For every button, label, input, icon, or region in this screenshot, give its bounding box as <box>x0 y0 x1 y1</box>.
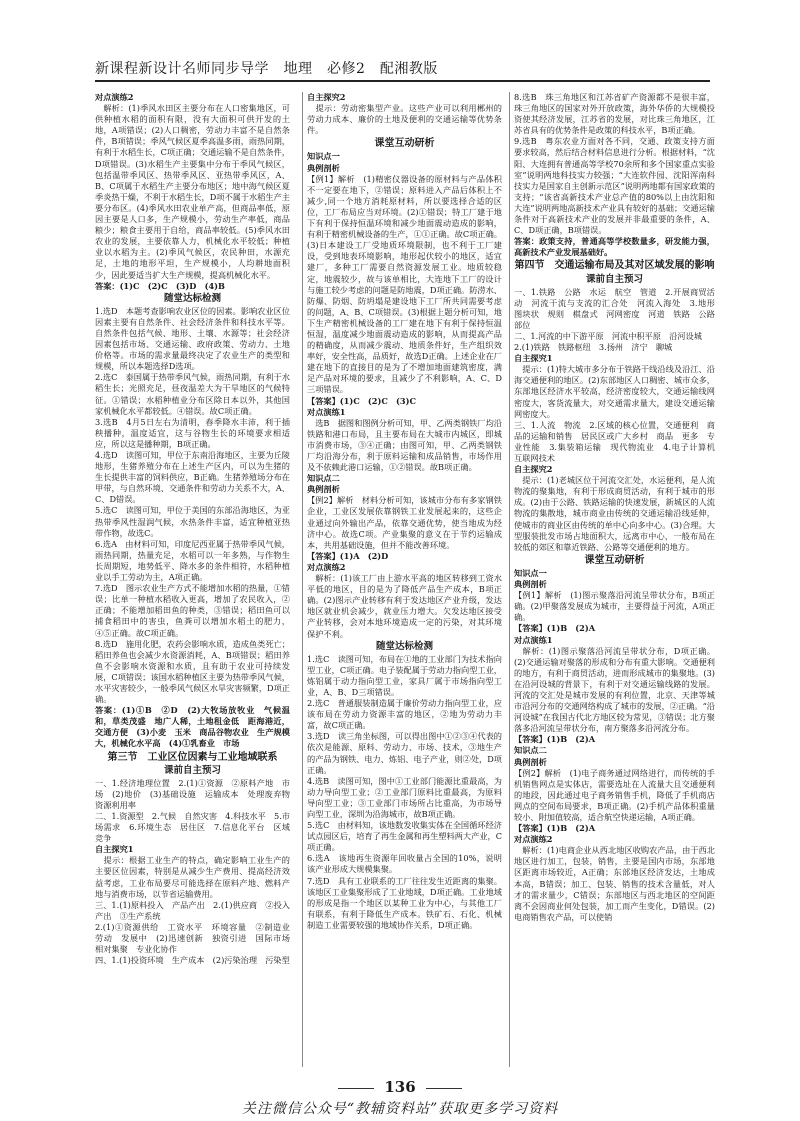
item-label: 【答案】(1)A (2)D <box>307 550 389 561</box>
item-label: 【答案】(1)B (2)A <box>514 823 596 834</box>
item-label: 知识点一 <box>307 151 340 162</box>
paragraph: 1.选D 本题考查影响农业区位的因素。影响农业区位因素主要有自然条件、社会经济条件和科技水平等。自然条件包括气候、地形、土壤、水源等；社会经济因素包括市场、交通运输、政府政策、劳动力、土地价格等。市场的需求量最终决定了农业生产的类型和规模，所以本题选择D选项。 <box>95 305 290 372</box>
item-label: 自主探究1 <box>514 353 553 364</box>
item-label: 知识点二 <box>307 473 340 484</box>
paragraph: 四、1.(1)投资环境 生产成本 (2)污染治理 污染型 <box>95 955 290 966</box>
paragraph: 一、1.铁路 公路 水运 航空 管道 2.开展商贸活动 河流干流与支流的汇合处 河流入海处 3.地形 图块状 规则 棋盘式 河网密度 河道 铁路 公路 部位 <box>514 286 724 330</box>
paragraph: 5.选C 由材料知，该地数发收集实体在全国循环经济试点园区后，培育了再生金属和再生塑料两大产业，C项正确。 <box>307 820 502 853</box>
item-label: 自主探究1 <box>95 844 134 855</box>
item-label: 典例剖析 <box>307 162 340 173</box>
paragraph: 2.选C 普通服装制造属于廉价劳动力指向型工业，应该布局在劳动力资源丰富的地区，②地为劳动力丰富，故C项正确。 <box>307 698 502 731</box>
column-right <box>509 92 724 1067</box>
item-label: 【答案】(1)B (2)A <box>514 734 596 745</box>
item-label: 对点演练2 <box>514 834 553 845</box>
paragraph: 8.选B 珠三角地区和江苏省矿产资源都不是很丰富，珠三角地区的国家对外开放政策，海外华侨的大规模投资使其经济发展，江苏省的发展，对比珠三角地区，江苏省具有的优势条件是政策的科技水平，B项正确。 <box>514 92 715 136</box>
paragraph: 一、1.经济地理位置 2.(1)①资源 ②原料产地 市场 (2)地价 (3)基础设施 运输成本 处理废弃物 资源利用率 <box>95 777 299 810</box>
paragraph: 6.选A 该地再生资源年回收量占全国的10%，说明该产业形成大规模集聚。 <box>307 853 502 875</box>
item-label: 对点演练1 <box>307 406 346 417</box>
item-label: 答案：政策支持，普通高等学校数量多，研发能力强，高新技术产业发展基础好。 <box>514 236 715 258</box>
paragraph: 2.(1)①资源供给 工资水平 环境容量 ②制造业 劳动 发展中 (2)迅速创新 独资引进 国际市场 相对集聚 专业化协作 <box>95 921 299 955</box>
paragraph: 4.选B 读图可知，图中①工业部门能源比重最高，为动力导向型工业；②工业部门原料比重最高，为原料导向型工业；③工业部门市场所占比重高，为市场导向型工业，深圳为沿海城市，故B项正确。 <box>307 775 502 819</box>
paragraph: 9.选B 粤东农业方面对各不同，交通、政策支持方面要求较高，然后结合材料信息进行分析。根据材料，“沈阳、大连拥有普通高等学校70余所和多个国家重点实验室”说明两地科技实力较强；“大连软件园、沈阳浑南科技实力是国家自主创新示范区”说明两地都有国家政策的支持；“该省高新技术产业总产值的80%以上由沈阳和大连”说明两地高新技术产业具有较好的基础；交通运输条件对于高新技术产业的发展并非最重要的条件，A、C、D项正确，B项错误。 <box>514 136 715 236</box>
paragraph: 提示：(1)老城区位于河流交汇处，水运便利，是人流物流的聚集地，有利于形成商贸活动，有利于城市的形成。(2)由于公路、铁路运输的快速发展，新城区的人流物流的集散地，城市商业由传统的交通运输沿线延伸，使城市的商业区由传统的单中心向多中心。(3)合理。大型服装批发市场占地面积大，远离市中心，一般布局在较低的郊区和靠近铁路、公路等交通便利的地方。 <box>514 475 715 552</box>
item-label: 对点演练2 <box>95 92 134 102</box>
item-label: 答案：(1)C (2)C (3)D (4)B <box>95 280 225 291</box>
section-heading: 课前自主预习 <box>163 764 221 776</box>
paragraph: 【例1】解析 (1)精密仪器设备的原材料与产品体积不一定要在地下，②错误；原料进入产品后体积上不减少,同一个地方消耗原材料，所以要选择合适的区位，工厂布局应当对环境。(2)①错误；特工厂建于地下有利于保持恒温环境和减少地面震动造成的影响，有利于精密机械设备的生产，①①正确。故C项正确。(3)日本建设工厂受地质环境限制，也不利于工厂建设，受到地表环境影响，地形起伏较小的地区，适宜建厂，多种工厂需要自然资源发展工业。地质较稳定，地震较少，故与该单相比，大连地下工厂的设计与施工较少考虑的问题是防地震，D项正确。防涝水、防爆、防烟、防坍塌是建设地下工厂所共同需要考虑的问题，A、B、C项错误。(3)根据上题分析可知，地下生产精密机械设备的工厂建在地下有利于保持恒温恒湿，温度减少地面震动造成的影响，从而提高产品的精确度，从而减少震动、地质条件好，生产组织效率好，安全性高，品质好，故选D正确。上述企业在厂建在地下的直接目的是为了不增加地面建筑密度，满足产品对环境的要求，且减少了不利影响，A、C、D三项错误。 <box>307 173 502 395</box>
paragraph: 2.选C 泰国属于热带季风气候，雨热同期，有利于水稻生长；光照充足，昼夜温差大为干旱地区的气候特征。①错误；水稻种植业分布区除日本以外，其他国家机械化水平都较低。④错误。故C项正确。 <box>95 372 290 416</box>
paragraph: 【例2】解析 材料分析可知，该城市分布有多家钢铁企业，工业区发展依靠钢铁工业发展起来的，这些企业通过向外输出产品，依靠交通优势，使当地成为经济中心。故选C项。产业集聚的意义在于节约运输成本，共用基础设施，但并不能改善环境。 <box>307 495 502 550</box>
paragraph: 三、1.人流 物流 2.区域的核心位置，交通便利 商品的运输和销售 居民区或广大乡村 商品 更多 专业性能 3.集装箱运输 现代物流业 4.电子计算机 互联网技术 <box>514 419 724 463</box>
item-label: 自主探究2 <box>307 92 346 102</box>
paragraph: 解析：(1)该工厂由上游水平高的地区转移到工资水平低的地区，目的是为了降低产品生产成本，B项正确。(2)图示产业转移有利于发达地区产业升级，发达地区就业机会减少，就业压力增大。欠发达地区接受产业转移，会对本地环境造成一定的污染，对其环境保护不利。 <box>307 573 502 639</box>
item-label: 【答案】(1)B (2)A <box>514 623 596 634</box>
item-label: 典例剖析 <box>514 579 547 590</box>
section-heading: 第四节 交通运输布局及其对区域发展的影响 <box>514 260 715 272</box>
page-number-value: 136 <box>384 1078 416 1096</box>
section-heading: 课前自主预习 <box>585 273 643 285</box>
item-label: 对点演练1 <box>514 634 553 645</box>
item-label: 【答案】(1)C (2)C (3)C <box>307 395 417 406</box>
section-heading: 课堂互动研析 <box>374 138 435 150</box>
page-number <box>0 1078 800 1096</box>
paragraph: 提示：根据工业生产的特点，确定影响工业生产的主要区位因素，特别是从减少生产费用、提高经济效益考虑，工业布局要尽可能选择在原料产地、燃料产地与消费市场，以节省运输费用。 <box>95 855 290 899</box>
paragraph: 1.选C 读图可知，布局在①地的工业部门为技术指向型工业，C项正确。电子装配属于劳动力指向型工业，炼铝属于动力指向型工业，家具厂属于市场指向型工业，A、B、D三项错误。 <box>307 653 502 697</box>
paragraph: 5.选C 读图可知，甲位于美国的东部沿海地区，为亚热带季风性湿润气候，水热条件丰富，适宜种植亚热带作物，故选C。 <box>95 505 290 538</box>
item-label: 典例剖析 <box>514 756 547 767</box>
column-left <box>95 92 299 1067</box>
content-columns <box>95 92 724 1067</box>
paragraph: 6.选A 由材料可知，印度尼西亚属于热带季风气候，雨热同期，热量充足，水稻可以一年多熟，与作物生长周期短，地势低平、降水多的条件相符，水稻种植业以手工劳动为主，A项正确。 <box>95 538 290 583</box>
paragraph: 三、1.(1)原料投入 产品产出 2.(1)供应商 ②投入 产出 ③生产系统 <box>95 899 299 921</box>
paragraph: 2.(1)铁路 铁路枢纽 3.扬州 济宁 聊城 <box>514 342 673 353</box>
item-label: 典例剖析 <box>307 484 340 495</box>
paragraph: 【例1】解析 (1)图示聚落沿河流呈带状分布，B项正确。(2)甲聚落发展成为城市，主要得益于河流，A项正确。 <box>514 590 715 623</box>
item-label: 答案：(1)①B ②D (2)大牧场放牧业 气候温和，草类茂盛 地广人稀，土地租金低 距海港近，交通方便 (3)小麦 玉米 商品谷物农业 生产规模大，机械化水平高 (4)①乳畜业 市场 <box>95 705 290 749</box>
item-label: 自主探究2 <box>514 464 553 475</box>
column-middle <box>302 92 502 1067</box>
section-heading: 随堂达标检测 <box>375 640 433 652</box>
section-heading: 第三节 工业区位因素与工业地域联系 <box>107 751 278 763</box>
page-header <box>95 54 710 82</box>
paragraph: 【例2】解析 (1)电子商务通过网络进行，而传统的手机销售网点是实体店，需要选址在人流量大且交通便利的地段，因此通过电子商务销售手机，降低了手机商店网点的空间布局要求，B项正确。(2)手机产品体积重量较小、附加值较高，适合航空快递运输，A项正确。 <box>514 767 715 822</box>
paragraph: 解析：(1)电商企业从西北地区收购农产品，由于西北地区进行加工，包装，销售，主要是国内市场，东部地区距离市场较近，A正确；东部地区经济发达，土地成本高，B错误；加工、包装、销售的技术含量低，对人才的需求量少，C错误；东部地区与西北地区的空间距离不会因商业何处包装，加工而产生变化，D错误。(2)电商销售农产品，可以使销 <box>514 845 715 922</box>
paragraph: 7.选D 图示农业生产方式不能增加水稻的热量，①错误；比单一种植水稻收入更高，增加了农民收入，②正确；不能增加稻田鱼的种类，③错误；稻田鱼可以捕食稻田中的害虫，鱼粪可以增加水稻土的肥力，④⑤正确。故C项正确。 <box>95 583 290 638</box>
paragraph: 提示：劳动密集型产业。这些产业可以利用郴州的劳动力成本、廉价的土地及便利的交通运输等优势条件。 <box>307 103 502 136</box>
paragraph: 3.选D 读三角坐标图，可以得出图中①②③④代表的依次是能源、原料、劳动力、市场、技术，③地生产的产品为钢铁、电力、炼铝、电子产业，则②处，D项正确。 <box>307 731 502 775</box>
paragraph: 3.选B 4月5日左右为清明，春季降水丰沛，利于插秧播种，温度适宜，这与谷物生长的环境要求相适应，所以这是播种期，B项正确。 <box>95 416 290 449</box>
paragraph: 4.选D 读图可知，甲位于东南沿海地区，主要为丘陵地形，生猪养殖分布在上述生产区内，可以为生猪的生长提供丰富的饲料供应，B正确。生猪养殖场分布在甲带，与自然环境、交通条件和劳动力关系不大，A、C、D错误。 <box>95 450 290 505</box>
paragraph: 提示：(1)特大城市多分布于铁路干线沿线及沿江、沿海交通便利的地区。(2)东部地区人口稠密、城市众多，东部地区经济水平较高，经济密度较大，交通运输线网密度大，客货流量大，对交通需求量大，建设交通运输网密度大。 <box>514 364 715 419</box>
item-label: 知识点二 <box>514 745 547 756</box>
paragraph: 8.选D 施用化肥，农药会影响水质，造成鱼类死亡；稻田养鱼也会减少水资源消耗，A、B项错误；稻田养鱼不会影响水资源和水质，且有助于农业可持续发展，C项错误；该国水稻种植区主要为热带季风气候，水平灾害较少，一般季风气候区水旱灾害频繁，D项正确。 <box>95 638 290 705</box>
footer-note: 关注微信公众号“教辅资料站”获取更多学习资料 <box>241 1101 559 1117</box>
item-label: 知识点一 <box>514 567 547 578</box>
paragraph: 二、1.资源型 2.气候 自然灾害 4.科技水平 5.市场需求 6.环境生态 居住区 7.信息化平台 区域竞争 <box>95 811 290 844</box>
paragraph: 选B 据图和图例分析可知，甲、乙两类钢铁厂均沿铁路和港口布局，且主要布局在大城市内城区，即城市消费市场，③④正确；由图可知，甲、乙两类钢铁厂均沿海分布，利于原料运输和成品销售，市场作用及不依赖此港口运输，①②错误。故B项正确。 <box>307 417 502 473</box>
paragraph: 解析：(1)季风水田区主要分布在人口密集地区，可供种植水稻的面积有限，没有大面积可供开发的土地，A项错误；(2)人口稠密，劳动力丰富不是自然条件，B项错误；季风气候区夏季高温多雨，雨热同期，有利于水稻生长，C项正确；交通运输不是自然条件，D项错误。(3)水稻生产主要集中分布于季风气候区，包括温带季风区、热带季风区、亚热带季风区，A、B、C项属于水稻生产主要分布地区；地中海气候区夏季炎热干燥，不利于水稻生长，D项不属于水稻生产主要分布区。(4)季风水田农业单产高，但商品率低，原因主要是人口多，生产规模小，劳动生产率低，商品粮少；粮食主要用于自给，商品率较低。(5)季风水田农业的发展，主要依靠人力，机械化水平较低；种植业以水稻为主。(2)季风气候区，农民种田，水源充足，土地的地形平坦，生产规模小，人均耕地面积少，因此要适当扩大生产规模，提高机械化水平。 <box>95 103 290 280</box>
book-title: 新课程新设计名师同步导学 地理 必修2 配湘教版 <box>95 61 438 77</box>
paragraph: 二、1.河流的中下游平原 河流中积平原 沿河设城 <box>514 330 702 341</box>
paragraph: 解析：(1)图示聚落沿河流呈带状分布，D项正确。(2)交通运输对聚落的形成和分布有重大影响。交通便利的地方，有利于商贸活动，进而形成城市的集聚地。(3)在沿河设城的背景下，有利于对交通运输线路的发展。河流的交汇处是城市发展的有利位置，北京、天津等城市沿河分布的交通网络构成了城市的发展，②正确。“沿河设城”在我国古代北方地区较为常见，③错误；北方聚落多沿河流呈带状分布，南方聚落多沿河流分布。 <box>514 645 715 734</box>
paragraph: 7.选D 具有工业联系的工厂往往发生近距离的集聚。该地区工业集聚形成了工业地域，D项正确。工业地域的形成是指一个地区以某种工业为中心，与其他工厂有联系，有利于降低生产成本。铁矿石、石化、机械制造工业需要较强的地域协作关系，D项正确。 <box>307 875 502 930</box>
section-heading: 随堂达标检测 <box>163 292 221 304</box>
section-heading: 课堂互动研析 <box>584 554 645 566</box>
item-label: 对点演练2 <box>307 561 346 572</box>
